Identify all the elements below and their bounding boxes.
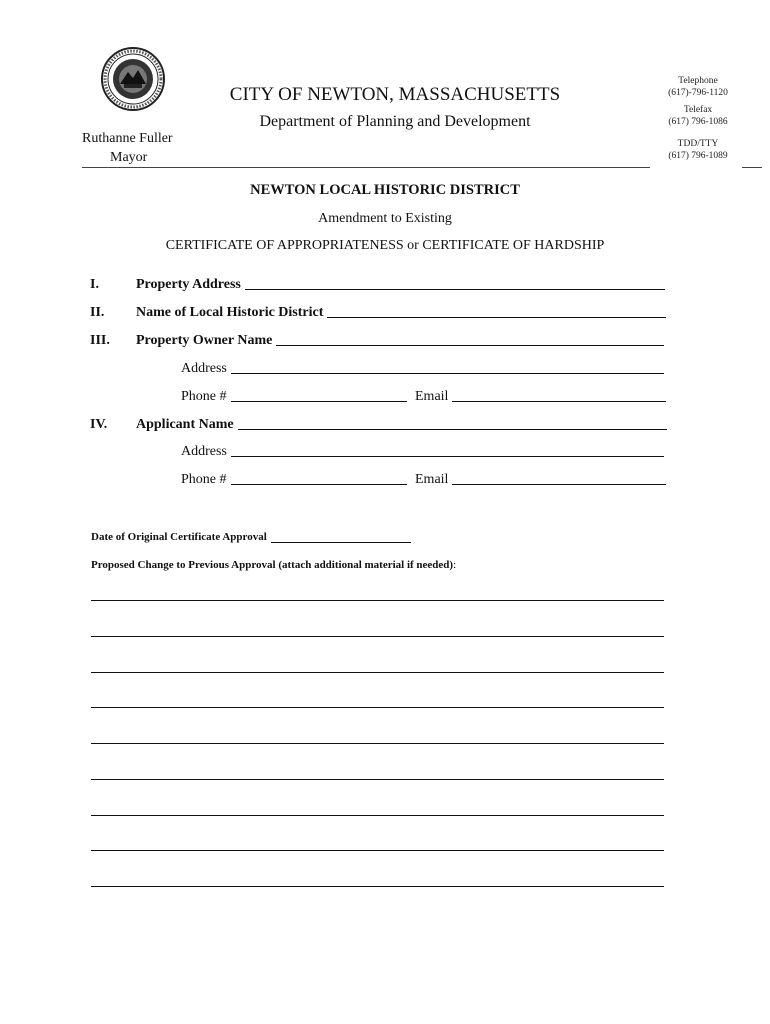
proposed-change-line[interactable] [91, 779, 664, 780]
owner-address-row [181, 361, 664, 377]
telephone-label: Telephone [678, 76, 718, 86]
owner-name-row [136, 333, 664, 349]
owner-email-field[interactable] [452, 401, 666, 402]
owner-address-field[interactable] [231, 373, 664, 374]
applicant-email-label: Email [415, 472, 449, 487]
owner-email-row [415, 389, 666, 405]
proposed-change-label: Proposed Change to Previous Approval (attach additional material if needed) [91, 559, 454, 571]
applicant-email-row [415, 472, 666, 488]
applicant-name-label: Applicant Name [136, 417, 234, 432]
section-numeral: II. [90, 305, 105, 320]
certificate-type: CERTIFICATE OF APPROPRIATENESS or CERTIFICATE OF HARDSHIP [165, 238, 605, 253]
header-divider-right [742, 167, 762, 168]
owner-name-field[interactable] [276, 345, 664, 346]
proposed-change-line[interactable] [91, 815, 664, 816]
approval-date-label: Date of Original Certificate Approval [91, 531, 267, 543]
proposed-change-line[interactable] [91, 707, 664, 708]
proposed-change-line[interactable] [91, 850, 664, 851]
property-address-label: Property Address [136, 277, 241, 292]
district-name-field[interactable] [327, 317, 666, 318]
owner-name-label: Property Owner Name [136, 333, 273, 348]
applicant-phone-field[interactable] [231, 484, 408, 485]
owner-email-label: Email [415, 389, 449, 404]
owner-address-label: Address [181, 361, 227, 376]
district-name-label: Name of Local Historic District [136, 305, 324, 320]
applicant-address-label: Address [181, 444, 227, 459]
section-numeral: I. [90, 277, 99, 292]
tdd-label: TDD/TTY [677, 139, 719, 149]
applicant-email-field[interactable] [452, 484, 666, 485]
approval-date-row [91, 531, 411, 543]
telephone-number: (617)-796-1120 [668, 88, 728, 98]
property-address-field[interactable] [245, 289, 665, 290]
mayor-name: Ruthanne Fuller [82, 131, 173, 146]
applicant-phone-row [181, 472, 407, 488]
header-divider [82, 167, 650, 168]
proposed-change-heading [91, 559, 456, 571]
applicant-address-row [181, 444, 664, 460]
section-numeral: III. [90, 333, 110, 348]
city-name: CITY OF NEWTON, MASSACHUSETTS [229, 84, 561, 105]
applicant-name-field[interactable] [238, 429, 667, 430]
form-title: NEWTON LOCAL HISTORIC DISTRICT [250, 182, 520, 198]
owner-phone-label: Phone # [181, 389, 227, 404]
telefax-number: (617) 796-1086 [668, 117, 728, 127]
telefax-label: Telefax [683, 105, 713, 115]
section-numeral: IV. [90, 417, 108, 432]
applicant-name-row [136, 417, 667, 433]
proposed-change-line[interactable] [91, 743, 664, 744]
owner-phone-row [181, 389, 407, 405]
district-name-row [136, 305, 666, 321]
mayor-title: Mayor [110, 150, 148, 165]
form-subtitle: Amendment to Existing [318, 211, 452, 226]
tdd-number: (617) 796-1089 [668, 151, 728, 161]
proposed-change-line[interactable] [91, 672, 664, 673]
proposed-change-line[interactable] [91, 636, 664, 637]
proposed-change-line[interactable] [91, 600, 664, 601]
owner-phone-field[interactable] [231, 401, 408, 402]
applicant-phone-label: Phone # [181, 472, 227, 487]
applicant-address-field[interactable] [231, 456, 664, 457]
department-name: Department of Planning and Development [259, 113, 531, 130]
proposed-change-colon: : [453, 559, 457, 571]
proposed-change-line[interactable] [91, 886, 664, 887]
approval-date-field[interactable] [271, 542, 411, 543]
property-address-row [136, 277, 665, 293]
